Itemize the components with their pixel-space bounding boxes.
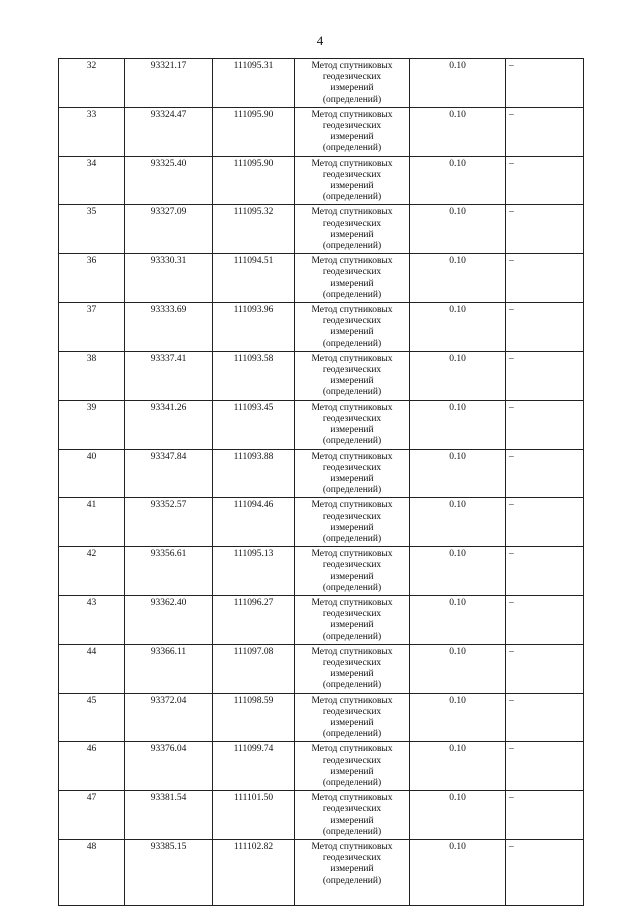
note-cell: – <box>506 693 584 742</box>
x-coordinate-cell: 93330.31 <box>125 254 213 303</box>
method-cell <box>295 840 410 906</box>
point-number-cell: 43 <box>59 595 125 644</box>
method-cell <box>295 595 410 644</box>
method-line: измерений <box>330 522 374 533</box>
table-row <box>59 156 584 205</box>
note-cell: – <box>506 547 584 596</box>
table-row <box>59 644 584 693</box>
table-row <box>59 351 584 400</box>
table-row <box>59 449 584 498</box>
method-line: (определений) <box>322 826 382 837</box>
accuracy-cell: 0.10 <box>410 498 506 547</box>
table-row <box>59 400 584 449</box>
point-number-cell: 48 <box>59 840 125 906</box>
coordinates-table-body <box>59 59 584 906</box>
accuracy-cell: 0.10 <box>410 449 506 498</box>
table-row <box>59 791 584 840</box>
method-line: геодезических <box>322 413 382 424</box>
method-cell <box>295 742 410 791</box>
method-line: измерений <box>330 669 374 680</box>
method-line: (определений) <box>322 387 382 398</box>
method-line: Метод спутниковых <box>311 305 393 316</box>
method-line: геодезических <box>322 218 382 229</box>
accuracy-cell: 0.10 <box>410 303 506 352</box>
accuracy-cell: 0.10 <box>410 693 506 742</box>
method-line: геодезических <box>322 462 382 473</box>
y-coordinate-cell: 111095.13 <box>213 547 295 596</box>
method-line: (определений) <box>322 533 382 544</box>
x-coordinate-cell: 93366.11 <box>125 644 213 693</box>
method-cell <box>295 107 410 156</box>
method-line: Метод спутниковых <box>311 451 393 462</box>
method-line: (определений) <box>322 631 382 642</box>
accuracy-cell: 0.10 <box>410 644 506 693</box>
note-cell: – <box>506 400 584 449</box>
y-coordinate-cell: 111093.45 <box>213 400 295 449</box>
method-line: измерений <box>330 181 374 192</box>
point-number-cell: 33 <box>59 107 125 156</box>
y-coordinate-cell: 111095.31 <box>213 59 295 108</box>
method-line: Метод спутниковых <box>311 207 393 218</box>
method-line: геодезических <box>322 121 382 132</box>
y-coordinate-cell: 111094.46 <box>213 498 295 547</box>
x-coordinate-cell: 93356.61 <box>125 547 213 596</box>
note-cell: – <box>506 107 584 156</box>
point-number-cell: 37 <box>59 303 125 352</box>
method-cell <box>295 59 410 108</box>
method-line: геодезических <box>322 853 382 864</box>
method-line: геодезических <box>322 609 382 620</box>
note-cell: – <box>506 840 584 906</box>
table-row <box>59 107 584 156</box>
x-coordinate-cell: 93376.04 <box>125 742 213 791</box>
accuracy-cell: 0.10 <box>410 254 506 303</box>
x-coordinate-cell: 93347.84 <box>125 449 213 498</box>
accuracy-cell: 0.10 <box>410 107 506 156</box>
accuracy-cell: 0.10 <box>410 791 506 840</box>
page-number: 4 <box>316 33 324 48</box>
table-row <box>59 303 584 352</box>
method-line: измерений <box>330 278 374 289</box>
method-line: Метод спутниковых <box>311 402 393 413</box>
method-line: Метод спутниковых <box>311 695 393 706</box>
note-cell: – <box>506 254 584 303</box>
x-coordinate-cell: 93352.57 <box>125 498 213 547</box>
method-line: измерений <box>330 425 374 436</box>
note-cell: – <box>506 303 584 352</box>
y-coordinate-cell: 111093.96 <box>213 303 295 352</box>
accuracy-cell: 0.10 <box>410 547 506 596</box>
method-line: Метод спутниковых <box>311 646 393 657</box>
table-row <box>59 693 584 742</box>
accuracy-cell: 0.10 <box>410 595 506 644</box>
point-number-cell: 34 <box>59 156 125 205</box>
table-row <box>59 595 584 644</box>
method-cell <box>295 547 410 596</box>
note-cell: – <box>506 498 584 547</box>
note-cell: – <box>506 156 584 205</box>
method-line: (определений) <box>322 241 382 252</box>
accuracy-cell: 0.10 <box>410 205 506 254</box>
method-line: Метод спутниковых <box>311 744 393 755</box>
method-cell <box>295 791 410 840</box>
method-line: (определений) <box>322 777 382 788</box>
y-coordinate-cell: 111093.58 <box>213 351 295 400</box>
x-coordinate-cell: 93381.54 <box>125 791 213 840</box>
method-line: (определений) <box>322 680 382 691</box>
y-coordinate-cell: 111095.90 <box>213 107 295 156</box>
method-line: Метод спутниковых <box>311 597 393 608</box>
accuracy-cell: 0.10 <box>410 156 506 205</box>
method-line: Метод спутниковых <box>311 158 393 169</box>
point-number-cell: 36 <box>59 254 125 303</box>
note-cell: – <box>506 449 584 498</box>
method-line: геодезических <box>322 755 382 766</box>
point-number-cell: 39 <box>59 400 125 449</box>
point-number-cell: 40 <box>59 449 125 498</box>
method-line: (определений) <box>322 338 382 349</box>
method-cell <box>295 156 410 205</box>
method-line: геодезических <box>322 511 382 522</box>
y-coordinate-cell: 111095.32 <box>213 205 295 254</box>
y-coordinate-cell: 111095.90 <box>213 156 295 205</box>
point-number-cell: 47 <box>59 791 125 840</box>
note-cell: – <box>506 791 584 840</box>
accuracy-cell: 0.10 <box>410 400 506 449</box>
method-cell <box>295 303 410 352</box>
table-row <box>59 498 584 547</box>
note-cell: – <box>506 644 584 693</box>
method-line: геодезических <box>322 560 382 571</box>
table-row <box>59 742 584 791</box>
point-number-cell: 46 <box>59 742 125 791</box>
method-line: геодезических <box>322 804 382 815</box>
method-line: (определений) <box>322 485 382 496</box>
method-line: Метод спутниковых <box>311 109 393 120</box>
method-cell <box>295 351 410 400</box>
y-coordinate-cell: 111102.82 <box>213 840 295 906</box>
method-line: (определений) <box>322 582 382 593</box>
method-line: измерений <box>330 620 374 631</box>
accuracy-cell: 0.10 <box>410 840 506 906</box>
note-cell: – <box>506 351 584 400</box>
accuracy-cell: 0.10 <box>410 59 506 108</box>
method-line: (определений) <box>322 289 382 300</box>
method-cell <box>295 644 410 693</box>
method-line: (определений) <box>322 729 382 740</box>
method-line: (определений) <box>322 143 382 154</box>
table-row <box>59 547 584 596</box>
method-line: измерений <box>330 376 374 387</box>
point-number-cell: 41 <box>59 498 125 547</box>
method-cell <box>295 449 410 498</box>
table-row <box>59 254 584 303</box>
method-cell <box>295 693 410 742</box>
method-line: измерений <box>330 229 374 240</box>
method-cell <box>295 400 410 449</box>
table-row <box>59 840 584 906</box>
y-coordinate-cell: 111099.74 <box>213 742 295 791</box>
table-row <box>59 59 584 108</box>
method-line: измерений <box>330 864 374 875</box>
method-cell <box>295 254 410 303</box>
y-coordinate-cell: 111097.08 <box>213 644 295 693</box>
note-cell: – <box>506 595 584 644</box>
table-row <box>59 205 584 254</box>
method-line: Метод спутниковых <box>311 842 393 852</box>
x-coordinate-cell: 93385.15 <box>125 840 213 906</box>
method-line: геодезических <box>322 706 382 717</box>
point-number-cell: 35 <box>59 205 125 254</box>
method-line: (определений) <box>322 94 382 105</box>
method-line: геодезических <box>322 316 382 327</box>
x-coordinate-cell: 93325.40 <box>125 156 213 205</box>
point-number-cell: 38 <box>59 351 125 400</box>
method-line: геодезических <box>322 365 382 376</box>
method-line: измерений <box>330 717 374 728</box>
x-coordinate-cell: 93321.17 <box>125 59 213 108</box>
y-coordinate-cell: 111094.51 <box>213 254 295 303</box>
y-coordinate-cell: 111093.88 <box>213 449 295 498</box>
method-line: измерений <box>330 83 374 94</box>
method-line: Метод спутниковых <box>311 793 393 804</box>
note-cell: – <box>506 742 584 791</box>
method-line: геодезических <box>322 72 382 83</box>
method-line: измерений <box>330 571 374 582</box>
method-line: измерений <box>330 815 374 826</box>
x-coordinate-cell: 93327.09 <box>125 205 213 254</box>
method-cell <box>295 498 410 547</box>
y-coordinate-cell: 111098.59 <box>213 693 295 742</box>
method-line: измерений <box>330 473 374 484</box>
method-line: (определений) <box>322 875 382 886</box>
method-line: измерений <box>330 327 374 338</box>
method-line: Метод спутниковых <box>311 61 393 71</box>
x-coordinate-cell: 93333.69 <box>125 303 213 352</box>
point-number-cell: 32 <box>59 59 125 108</box>
note-cell: – <box>506 59 584 108</box>
coordinates-table <box>58 58 584 906</box>
method-line: Метод спутниковых <box>311 549 393 560</box>
note-cell: – <box>506 205 584 254</box>
x-coordinate-cell: 93372.04 <box>125 693 213 742</box>
x-coordinate-cell: 93324.47 <box>125 107 213 156</box>
method-line: (определений) <box>322 192 382 203</box>
method-line: измерений <box>330 766 374 777</box>
y-coordinate-cell: 111096.27 <box>213 595 295 644</box>
accuracy-cell: 0.10 <box>410 742 506 791</box>
method-cell <box>295 205 410 254</box>
point-number-cell: 42 <box>59 547 125 596</box>
method-line: измерений <box>330 132 374 143</box>
method-line: (определений) <box>322 436 382 447</box>
method-line: геодезических <box>322 657 382 668</box>
x-coordinate-cell: 93337.41 <box>125 351 213 400</box>
method-line: геодезических <box>322 169 382 180</box>
method-line: геодезических <box>322 267 382 278</box>
point-number-cell: 44 <box>59 644 125 693</box>
x-coordinate-cell: 93362.40 <box>125 595 213 644</box>
accuracy-cell: 0.10 <box>410 351 506 400</box>
method-line: Метод спутниковых <box>311 353 393 364</box>
point-number-cell: 45 <box>59 693 125 742</box>
y-coordinate-cell: 111101.50 <box>213 791 295 840</box>
method-line: Метод спутниковых <box>311 256 393 267</box>
method-line: Метод спутниковых <box>311 500 393 511</box>
x-coordinate-cell: 93341.26 <box>125 400 213 449</box>
